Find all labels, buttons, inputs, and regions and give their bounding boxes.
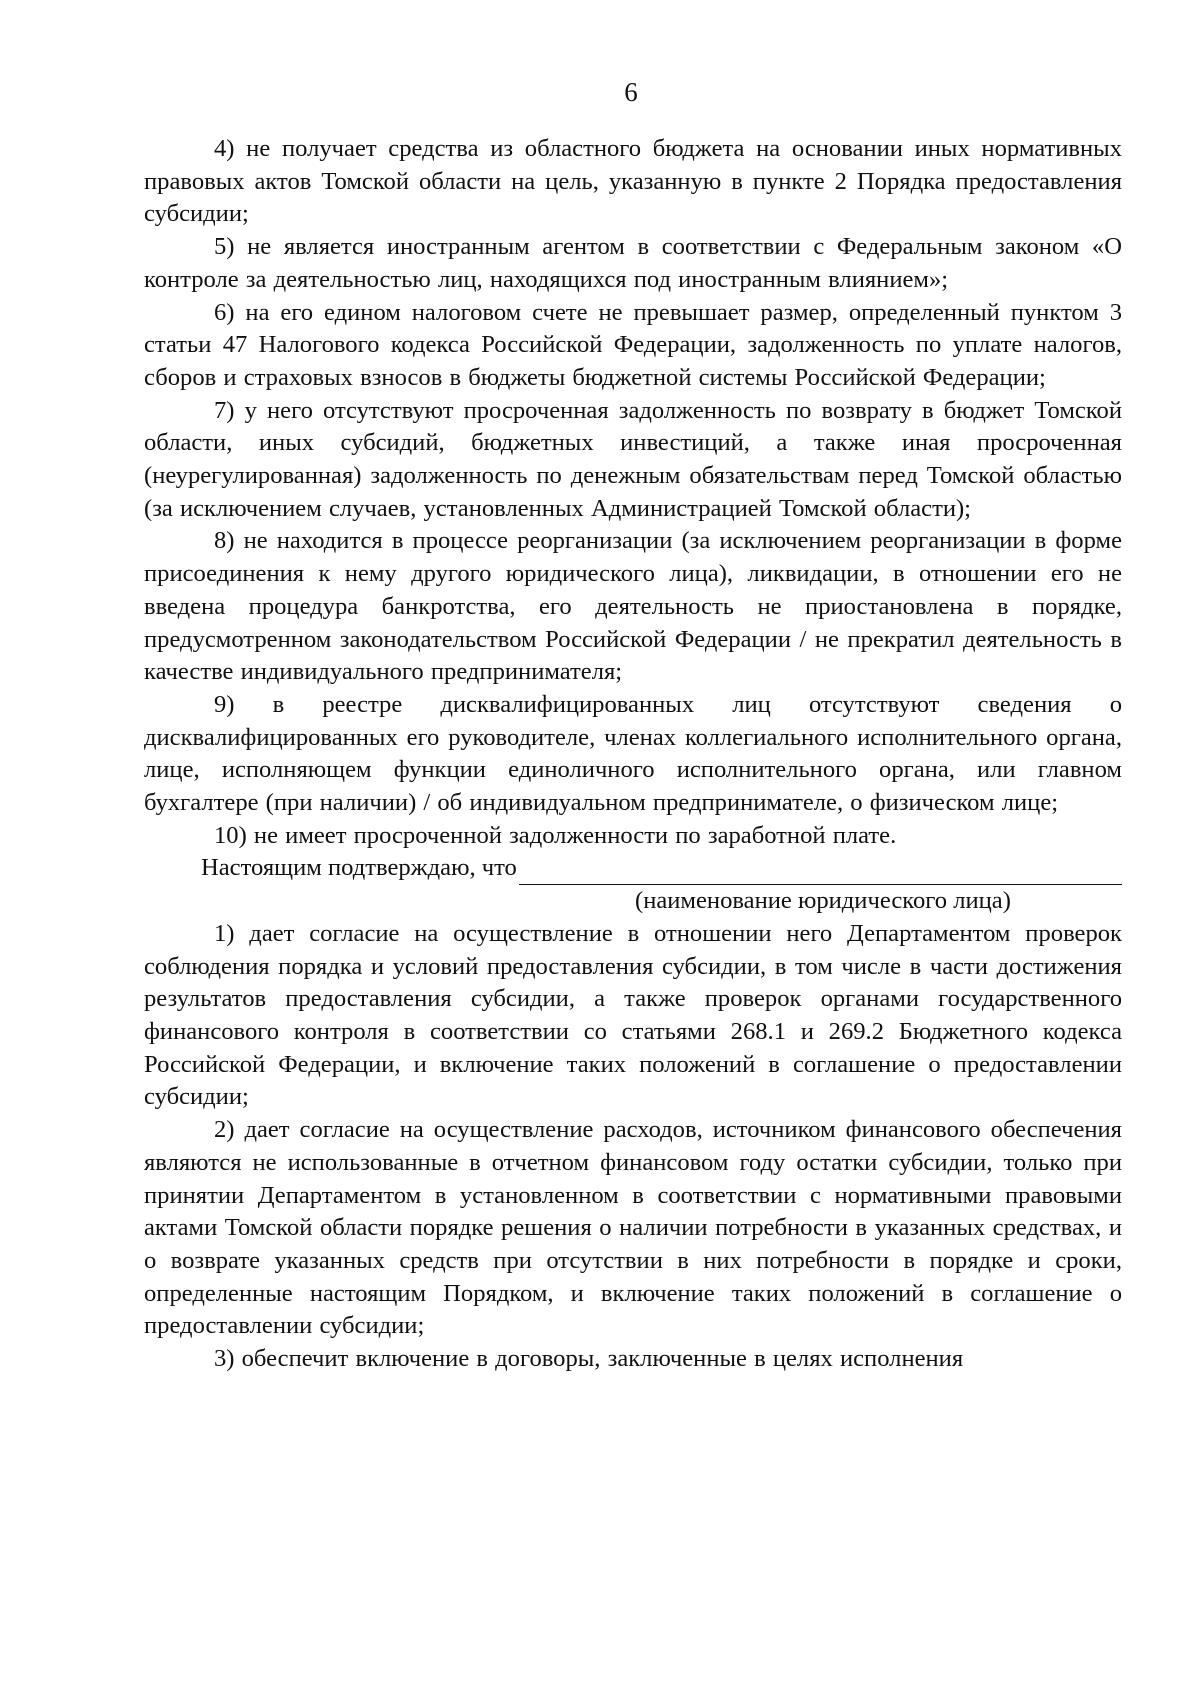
paragraph-item-8: 8) не находится в процессе реорганизации (за исключением реорганизации в форме присоединения к нему другого юридического лица), ликвидации, в отношении его не введена процедура банкротства, его деятельность не приостановлена в порядке, предусмотренном законодательством Российской Федерации / не прекратил деятельность в качестве индивидуального предпринимателя; (144, 527, 1122, 686)
entity-name-blank (519, 860, 1122, 885)
consent-item-3: 3) обеспечит включение в договоры, заключенные в целях исполнения (214, 1345, 964, 1373)
paragraph-item-5: 5) не является иностранным агентом в соответствии с Федеральным законом «О контроле за деятельностью лиц, находящихся под иностранным влиянием»; (144, 233, 1122, 293)
confirmation-line (144, 852, 1122, 885)
paragraph-item-7: 7) у него отсутствуют просроченная задолженность по возврату в бюджет Томской области, иных субсидий, бюджетных инвестиций, а также иная просроченная (неурегулированная) задолженность по денежным обязательствам перед Томской областью (за исключением случаев, установленных Администрацией Томской области); (144, 396, 1122, 522)
confirmation-label: Настоящим подтверждаю, что (201, 854, 517, 882)
page-number: 6 (624, 77, 638, 107)
entity-name-caption: (наименование юридического лица) (635, 887, 1011, 915)
consent-item-2: 2) дает согласие на осуществление расходов, источником финансового обеспечения являются не использованные в отчетном финансовом году остатки субсидии, только при принятии Департаментом в установленном в соответствии с нормативными правовыми актами Томской области порядке решения о наличии потребности в указанных средствах, и о возврате указанных средств при отсутствии в них потребности в порядке и сроки, определенные настоящим Порядком, и включение таких положений в соглашение о предоставлении субсидии; (144, 1116, 1122, 1340)
paragraph-item-9: 9) в реестре дисквалифицированных лиц отсутствуют сведения о дисквалифицированных его руководителе, членах коллегиального исполнительного органа, лице, исполняющем функции единоличного исполнительного органа, или главном бухгалтере (при наличии) / об индивидуальном предпринимателе, о физическом лице; (144, 690, 1122, 817)
paragraph-item-10: 10) не имеет просроченной задолженности по заработной плате. (214, 821, 897, 849)
paragraph-item-4: 4) не получает средства из областного бюджета на основании иных нормативных правовых актов Томской области на цель, указанную в пункте 2 Порядка предоставления субсидии; (144, 135, 1122, 228)
consent-item-1: 1) дает согласие на осуществление в отношении него Департаментом проверок соблюдения порядка и условий предоставления субсидии, в том числе в части достижения результатов предоставления субсидии, а также проверок органами государственного финансового контроля в соответствии со статьями 268.1 и 269.2 Бюджетного кодекса Российской Федерации, и включение таких положений в соглашение о предоставлении субсидии; (144, 919, 1122, 1111)
document-body (144, 133, 1122, 1376)
paragraph-item-6: 6) на его едином налоговом счете не превышает размер, определенный пунктом 3 статьи 47 Налогового кодекса Российской Федерации, задолженность по уплате налогов, сборов и страховых взносов в бюджеты бюджетной системы Российской Федерации; (144, 298, 1122, 391)
